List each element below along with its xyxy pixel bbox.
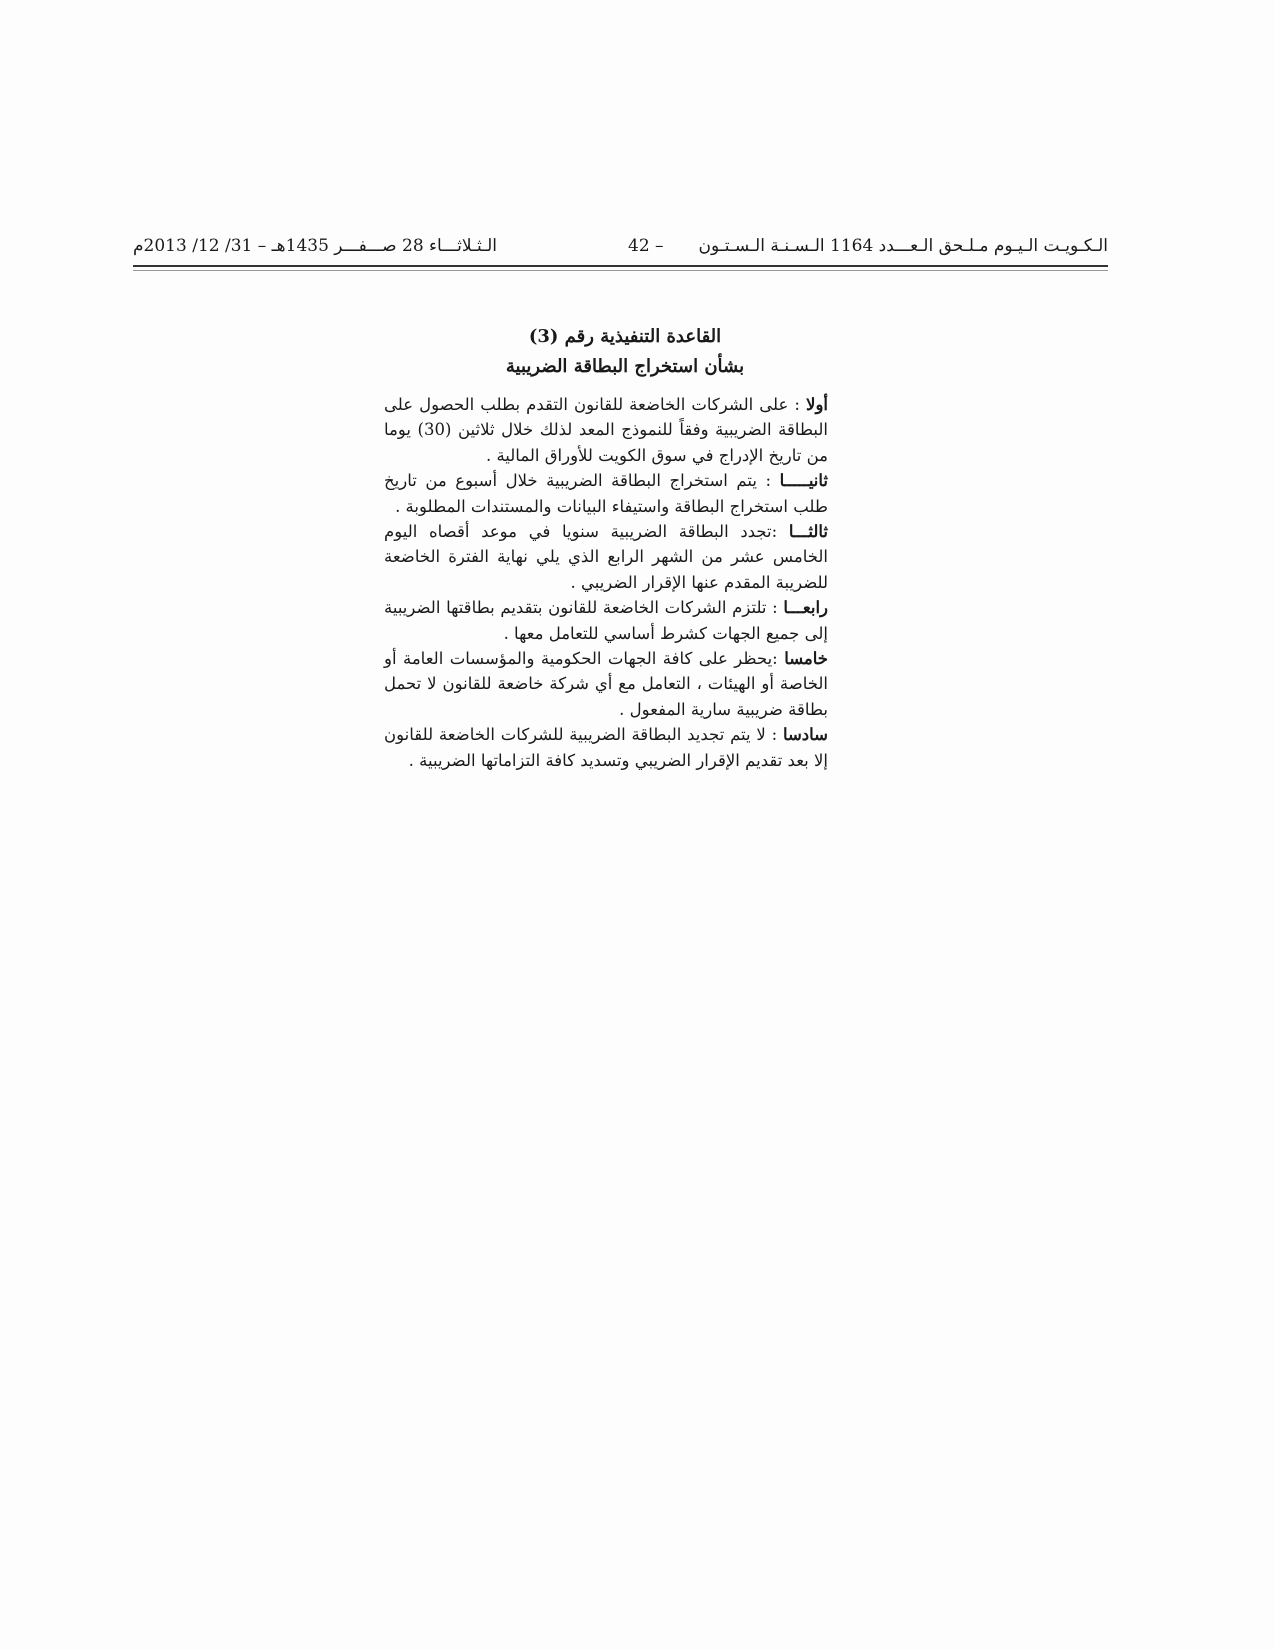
article-text: : على الشركات الخاضعة للقانون التقدم بطلب الحصول على البطاقة الضريبية وفقاً للنموذج المعد لذلك خلال ثلاثين (30) يوما من تاريخ الإدراج في سوق الكويت للأوراق المالية .	[384, 395, 828, 465]
article-label: رابعـــا	[783, 598, 828, 618]
header-page-number: – 42	[628, 236, 664, 256]
document-title	[400, 322, 850, 382]
article-text: :تجدد البطاقة الضريبية سنويا في موعد أقصاه اليوم الخامس عشر من الشهر الرابع الذي يلي نهاية الفترة الخاضعة للضريبة المقدم عنها الإقرار الضريبي .	[384, 522, 828, 592]
header-date: الـثـلاثـــاء 28 صـــفـــر 1435هـ – 31/ 12/ 2013م	[133, 236, 498, 256]
document-body	[384, 392, 828, 773]
article-4	[384, 595, 828, 646]
article-1	[384, 392, 828, 468]
article-5	[384, 646, 828, 722]
article-text: :يحظر على كافة الجهات الحكومية والمؤسسات العامة أو الخاصة أو الهيئات ، التعامل مع أي شركة خاضعة للقانون لا تحمل بطاقة ضريبية سارية المفعول .	[384, 649, 828, 719]
article-text: : يتم استخراج البطاقة الضريبية خلال أسبوع من تاريخ طلب استخراج البطاقة واستيفاء البيانات والمستندات المطلوبة .	[384, 471, 828, 516]
title-line-2: بشأن استخراج البطاقة الضريبية	[505, 356, 745, 377]
article-text: : تلتزم الشركات الخاضعة للقانون بتقديم بطاقتها الضريبية إلى جميع الجهات كشرط أساسي للتعامل معها .	[384, 598, 828, 643]
page-header	[133, 232, 1108, 266]
article-label: ثانيـــــا	[779, 471, 829, 491]
article-6	[384, 722, 828, 773]
article-label: أولا	[806, 395, 828, 414]
title-line-1: القاعدة التنفيذية رقم (3)	[528, 326, 722, 347]
article-2	[384, 468, 828, 519]
header-rule-thin	[133, 270, 1108, 271]
article-label: ثالثـــا	[788, 522, 828, 542]
article-text: : لا يتم تجديد البطاقة الضريبية للشركات الخاضعة للقانون إلا بعد تقديم الإقرار الضريبي وتسديد كافة التزاماتها الضريبية .	[384, 725, 828, 770]
article-label: خامسا	[784, 649, 828, 669]
header-rule	[133, 265, 1108, 267]
article-3	[384, 519, 828, 595]
article-label: سادسا	[782, 725, 828, 745]
header-publication: الـكـويـت الـيـوم مـلـحق الـعـــدد 1164 الـسـنـة الـسـتـون	[698, 236, 1108, 256]
